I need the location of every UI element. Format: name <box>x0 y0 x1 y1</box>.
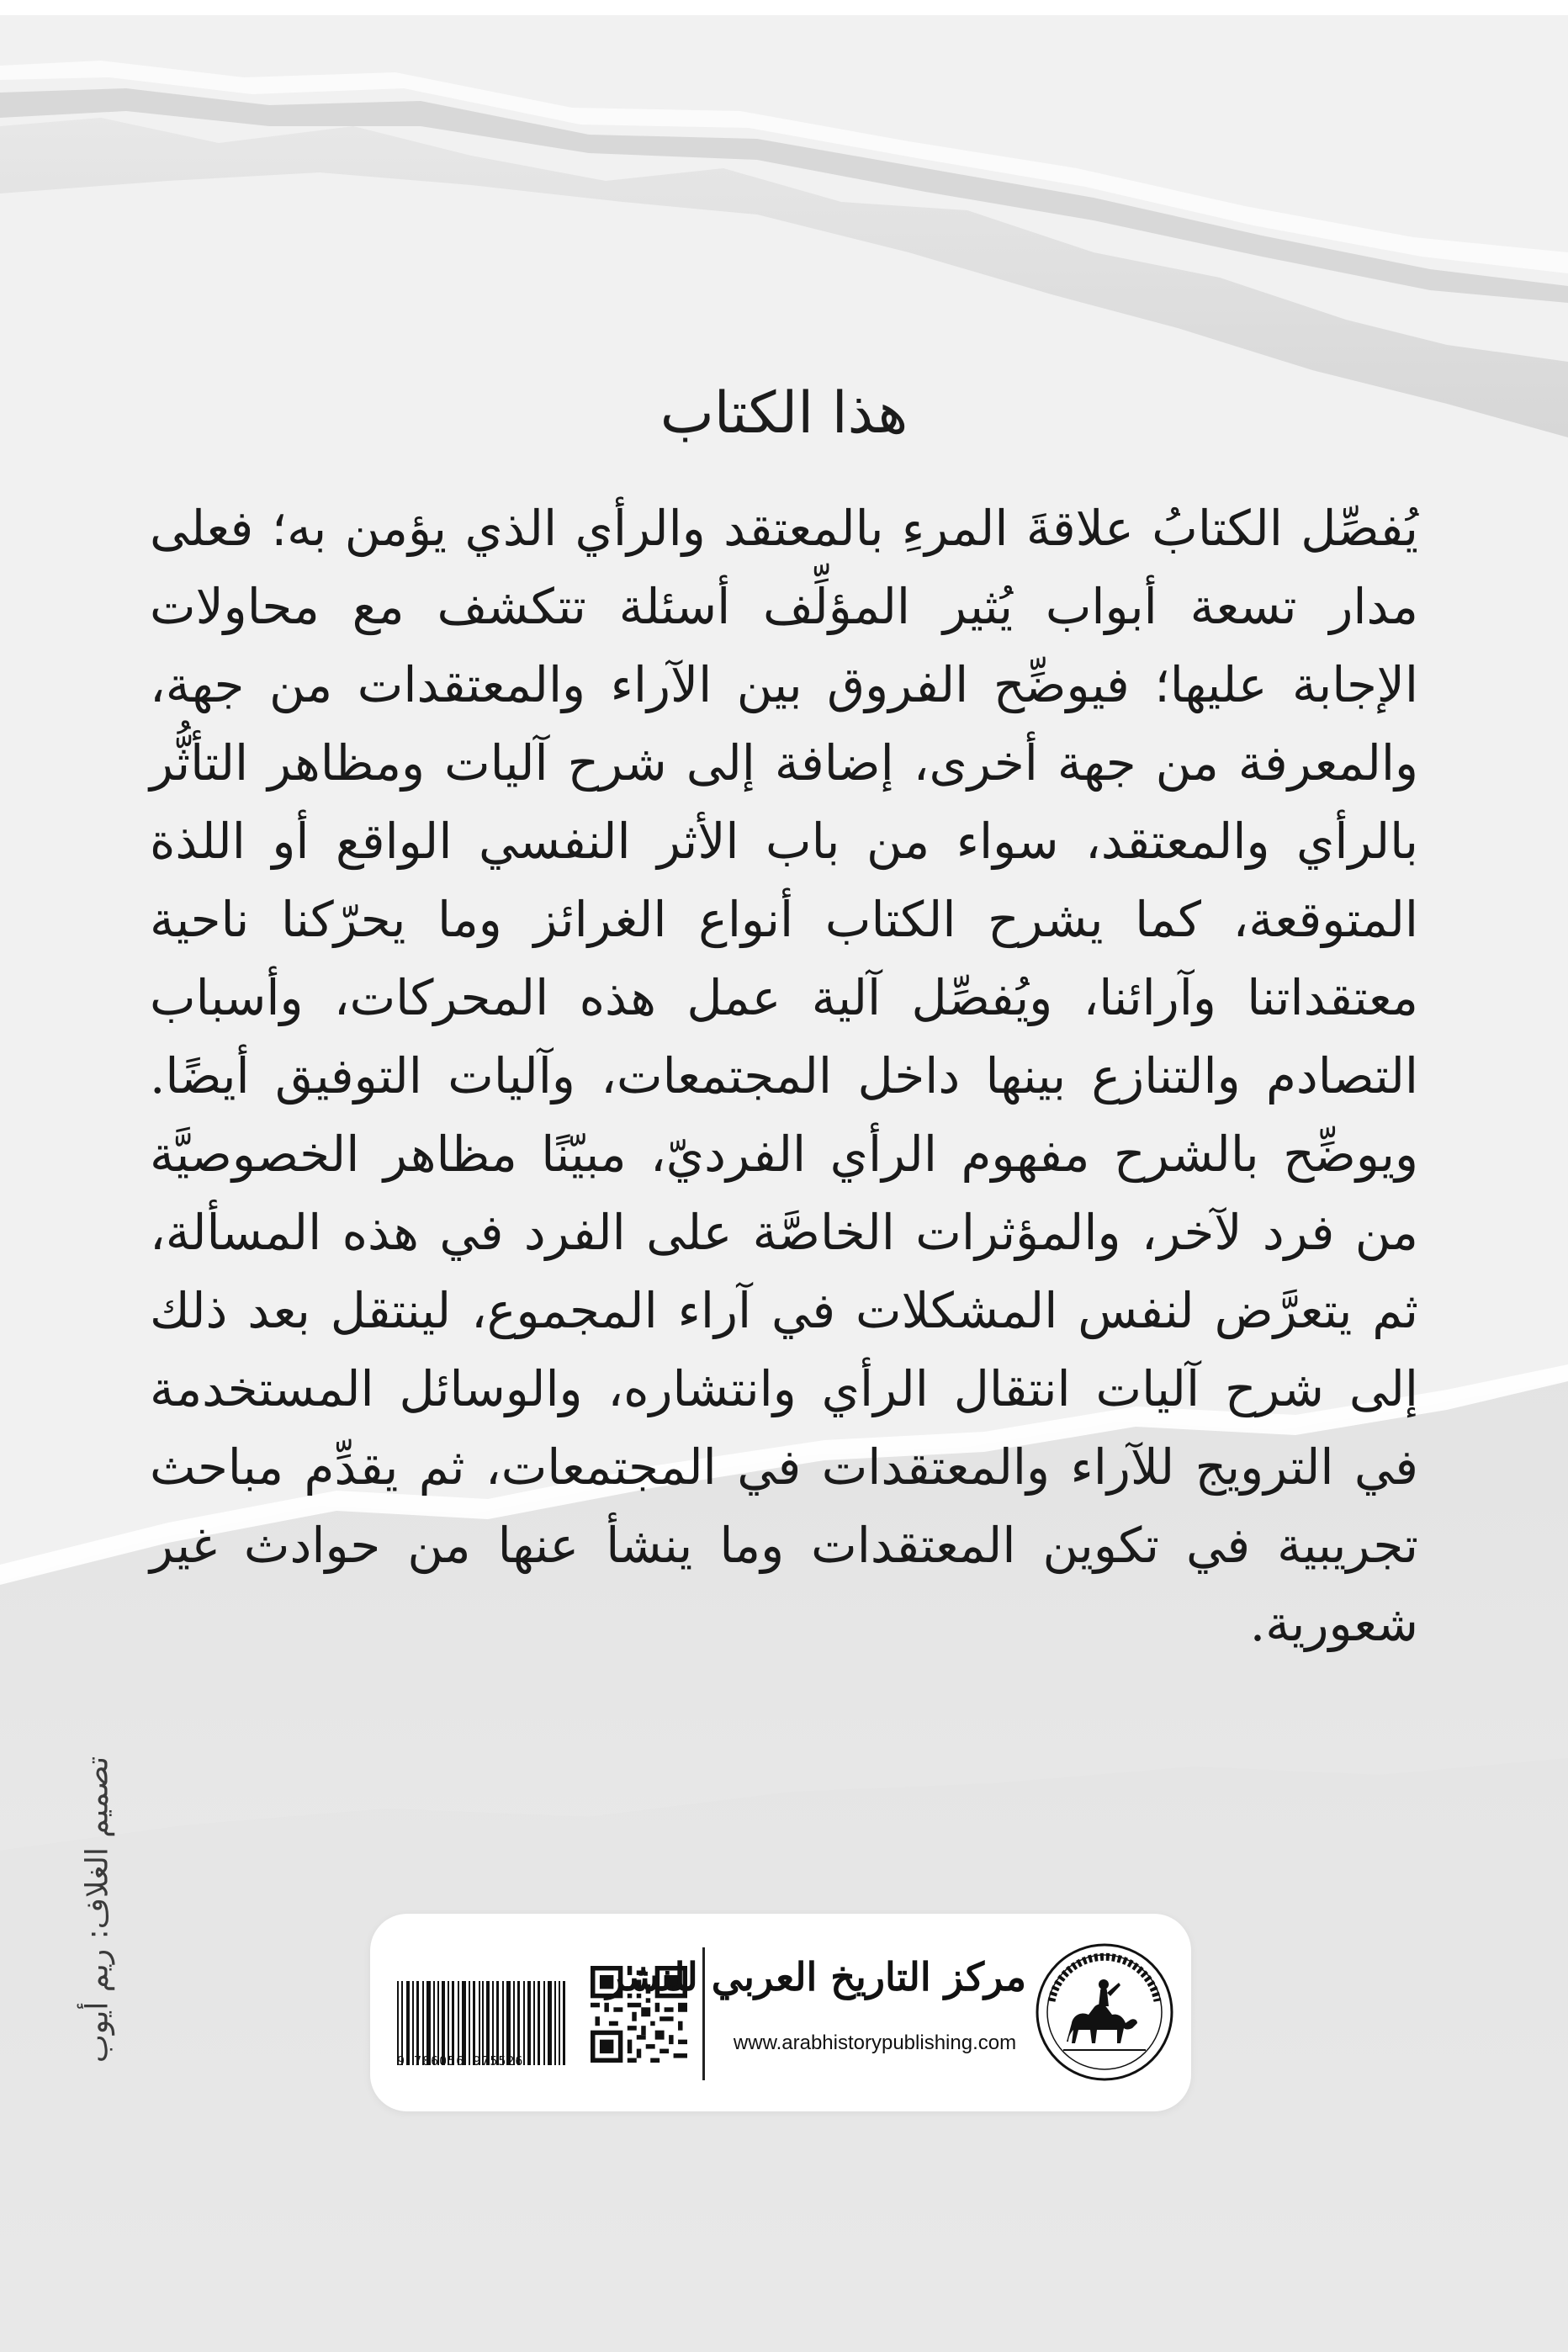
barcode-digits: 9 786056 975526 <box>397 2053 524 2069</box>
publisher-name: مركز التاريخ العربي للنشر <box>606 1954 1026 2000</box>
camel-rider-seal-icon <box>1035 1942 1174 2082</box>
book-description: يُفصِّل الكتابُ علاقةَ المرءِ بالمعتقد والرأي الذي يؤمن به؛ فعلى مدار تسعة أبواب يُثير المؤلِّف أسئلة تتكشف مع محاولات الإجابة عليها؛ فيوضِّح الفروق بين الآراء والمعتقدات من جهة، والمعرفة من جهة أخرى، إضافة إلى شرح آليات ومظاهر التأثُّر بالرأي والمعتقد، سواء من باب الأثر النفسي الواقع أو اللذة المتوقعة، كما يشرح الكتاب أنواع الغرائز وما يحرّكنا ناحية معتقداتنا وآرائنا، ويُفصِّل آلية عمل هذه المحركات، وأسباب التصادم والتنازع بينها داخل المجتمعات، وآليات التوفيق أيضًا. ويوضِّح بالشرح مفهوم الرأي الفرديّ، مبيّنًا مظاهر الخصوصيَّة من فرد لآخر، والمؤثرات الخاصَّة على الفرد في هذه المسألة، ثم يتعرَّض لنفس المشكلات في آراء المجموع، لينتقل بعد ذلك إلى شرح آليات انتقال الرأي وانتشاره، والوسائل المستخدمة في الترويج للآراء والمعتقدات في المجتمعات، ثم يقدِّم مباحث تجريبية في تكوين المعتقدات وما ينشأ عنها من حوادث غير شعورية. <box>150 500 1418 1652</box>
cover-title: هذا الكتاب <box>660 380 908 447</box>
publisher-website[interactable]: www.arabhistorypublishing.com <box>733 2032 1017 2054</box>
designer-credit-text: تصميم الغلاف: ريم أيوب <box>80 1756 115 2063</box>
designer-credit <box>81 1712 114 2107</box>
publisher-box <box>370 1914 1191 2111</box>
